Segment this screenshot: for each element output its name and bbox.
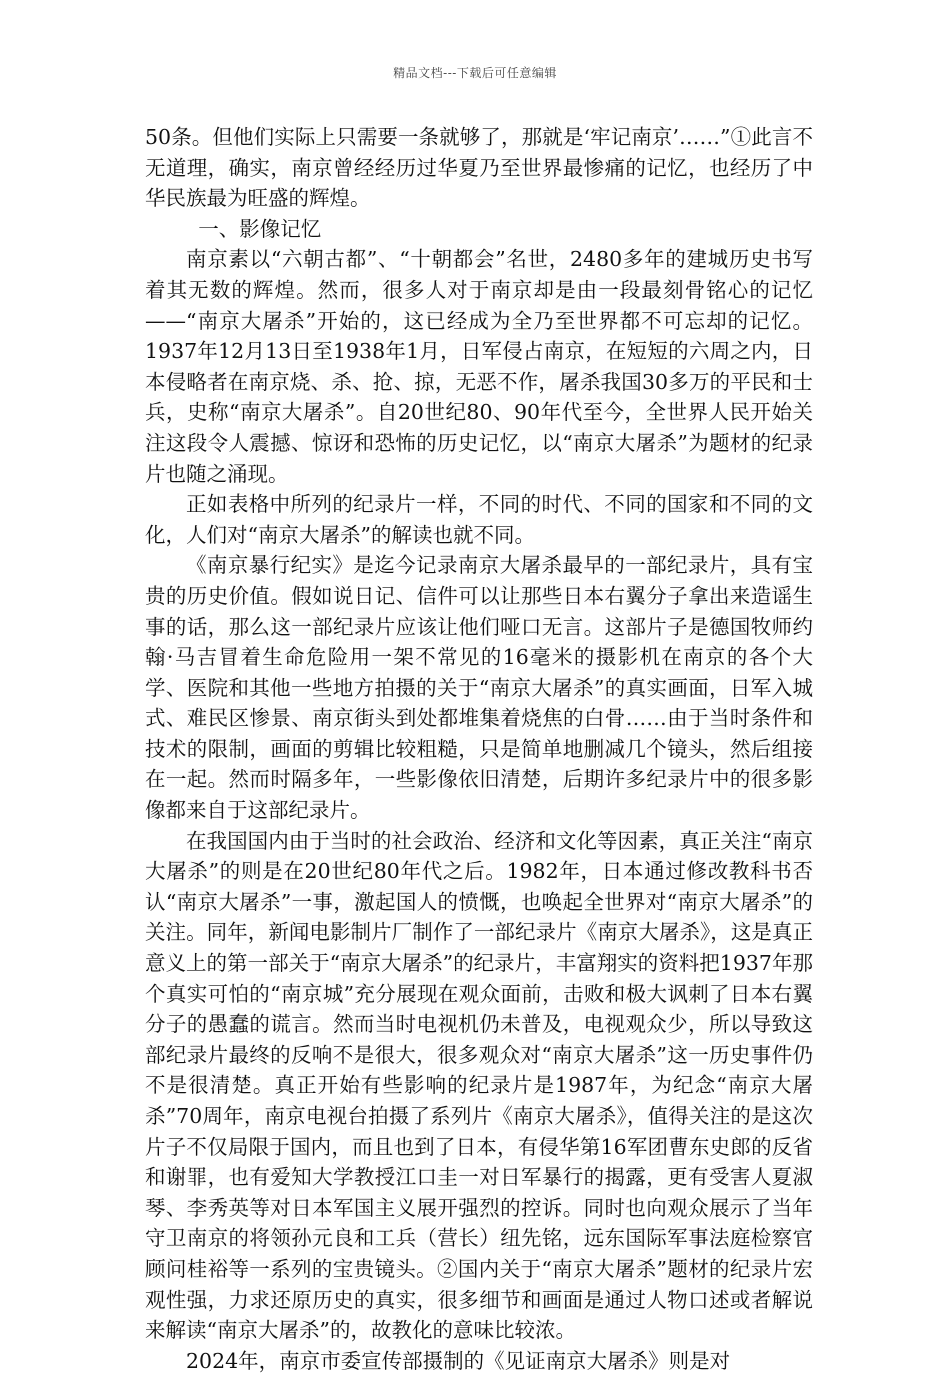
paragraph: 《南京暴行纪实》是迄今记录南京大屠杀最早的一部纪录片，具有宝贵的历史价值。假如说日记、信件可以让那些日本右翼分子拿出来造谣生事的话，那么这一部纪录片应该让他们哑口无言。这部片子是德国牧师约翰·马吉冒着生命危险用一架不常见的16毫米的摄影机在南京的各个大学、医院和其他一些地方拍摄的关于“南京大屠杀”的真实画面，日军入城式、难民区惨景、南京街头到处都堆集着烧焦的白骨……由于当时条件和技术的限制，画面的剪辑比较粗糙，只是简单地删减几个镜头，然后组接在一起。然而时隔多年，一些影像依旧清楚，后期许多纪录片中的很多影像都来自于这部纪录片。 xyxy=(145,553,813,823)
paragraph-continuation: 50条。但他们实际上只需要一条就够了，那就是‘牢记南京’……”①此言不无道理，确实，南京曾经经历过华夏乃至世界最惨痛的记忆，也经历了中华民族最为旺盛的辉煌。 xyxy=(145,125,813,211)
page-header: 精品文档---下载后可任意编辑 xyxy=(393,66,557,80)
paragraph: 在我国国内由于当时的社会政治、经济和文化等因素，真正关注“南京大屠杀”的则是在20世纪80年代之后。1982年，日本通过修改教科书否认“南京大屠杀”一事，激起国人的愤慨，也唤起全世界对“南京大屠杀”的关注。同年，新闻电影制片厂制作了一部纪录片《南京大屠杀》，这是真正意义上的第一部关于“南京大屠杀”的纪录片，丰富翔实的资料把1937年那个真实可怕的“南京城”充分展现在观众面前，击败和极大讽刺了日本右翼分子的愚蠢的谎言。然而当时电视机仍未普及，电视观众少，所以导致这部纪录片最终的反响不是很大，很多观众对“南京大屠杀”这一历史事件仍不是很清楚。真正开始有些影响的纪录片是1987年，为纪念“南京大屠杀”70周年，南京电视台拍摄了系列片《南京大屠杀》，值得关注的是这次片子不仅局限于国内，而且也到了日本，有侵华第16军团曹东史郎的反省和谢罪，也有爱知大学教授江口圭一对日军暴行的揭露，更有受害人夏淑琴、李秀英等对日本军国主义展开强烈的控诉。同时也向观众展示了当年守卫南京的将领孙元良和工兵（营长）纽先铭，远东国际军事法庭检察官顾问桂裕等一系列的宝贵镜头。②国内关于“南京大屠杀”题材的纪录片宏观性强，力求还原历史的真实，很多细节和画面是通过人物口述或者解说来解读“南京大屠杀”的，故教化的意味比较浓。 xyxy=(145,828,813,1343)
section-heading: 一、影像记忆 xyxy=(198,216,322,241)
paragraph: 2024年，南京市委宣传部摄制的《见证南京大屠杀》则是对 xyxy=(186,1348,731,1373)
document-body xyxy=(145,122,813,1376)
paragraph: 南京素以“六朝古都”、“十朝都会”名世，2480多年的建城历史书写着其无数的辉煌。然而，很多人对于南京却是由一段最刻骨铭心的记忆——“南京大屠杀”开始的，这已经成为全乃至世界都不可忘却的记忆。1937年12月13日至1938年1月，日军侵占南京，在短短的六周之内，日本侵略者在南京烧、杀、抢、掠，无恶不作，屠杀我国30多万的平民和士兵，史称“南京大屠杀”。自20世纪80、90年代至今，全世界人民开始关注这段令人震撼、惊讶和恐怖的历史记忆，以“南京大屠杀”为题材的纪录片也随之涌现。 xyxy=(145,247,813,486)
paragraph: 正如表格中所列的纪录片一样，不同的时代、不同的国家和不同的文化，人们对“南京大屠杀”的解读也就不同。 xyxy=(145,492,813,547)
